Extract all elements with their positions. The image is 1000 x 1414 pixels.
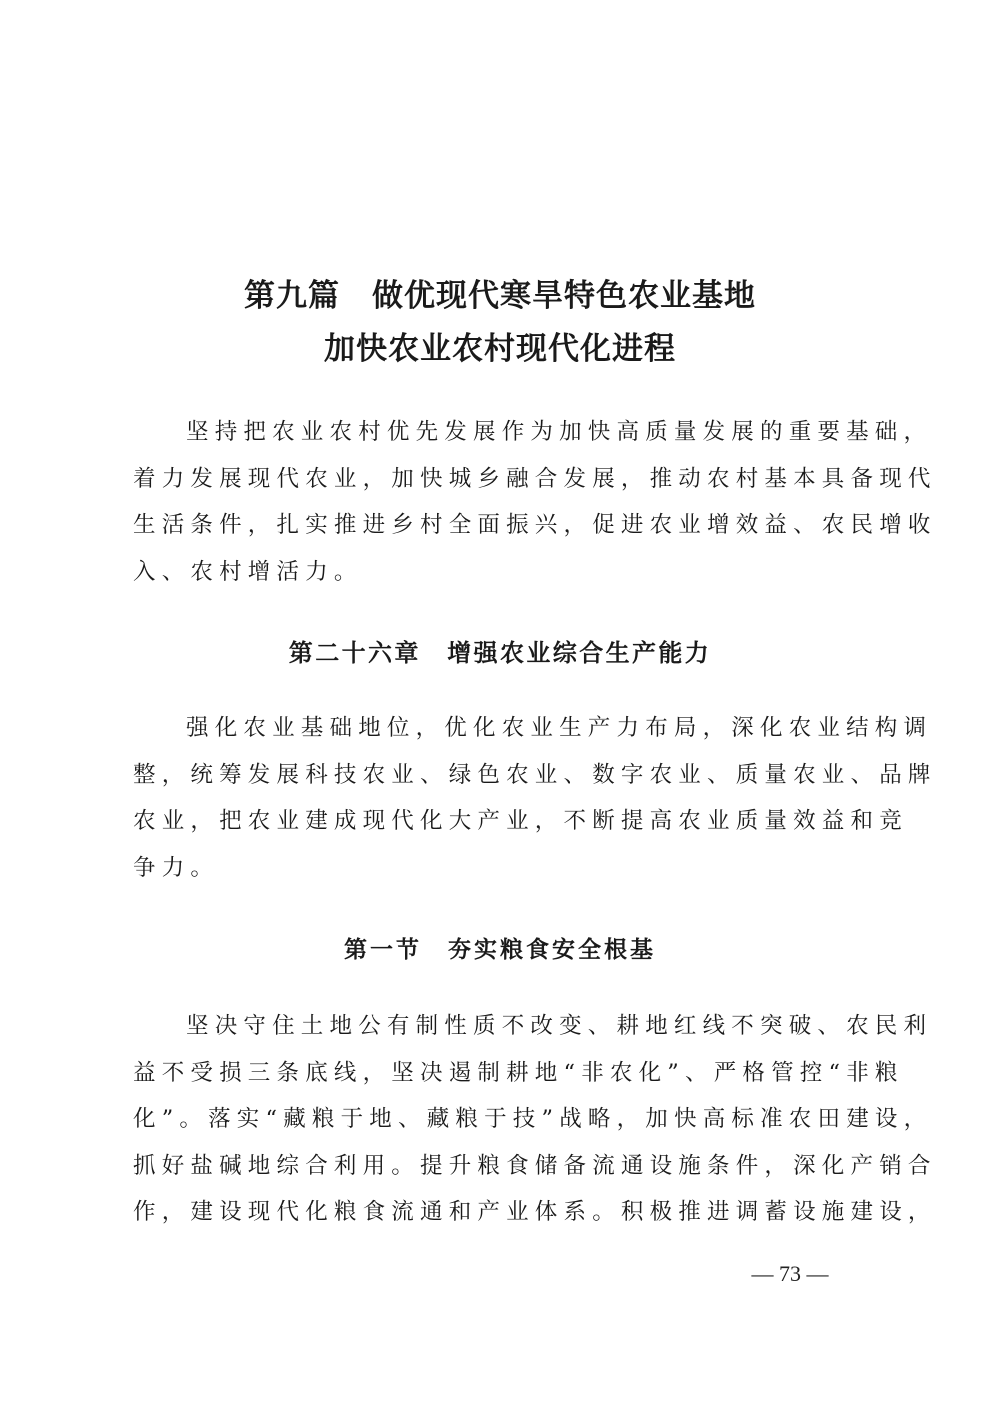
paragraph-line: 农业，把农业建成现代化大产业，不断提高农业质量效益和竞 <box>133 808 908 834</box>
section-title: 第一节 夯实粮食安全根基 <box>344 937 656 963</box>
intro-paragraph <box>133 409 937 595</box>
paragraph-line: 坚持把农业农村优先发展作为加快高质量发展的重要基础， <box>186 419 933 445</box>
paragraph-line: 抓好盐碱地综合利用。提升粮食储备流通设施条件，深化产销合 <box>133 1152 937 1179</box>
part-title-line-2: 加快农业农村现代化进程 <box>324 331 676 367</box>
chapter-paragraph <box>133 705 937 891</box>
paragraph-line: 作，建设现代化粮食流通和产业体系。积极推进调蓄设施建设， <box>133 1199 937 1225</box>
paragraph-line: 坚决守住土地公有制性质不改变、耕地红线不突破、农民利 <box>186 1013 933 1039</box>
part-title-line-1: 第九篇 做优现代寒旱特色农业基地 <box>244 278 756 314</box>
paragraph-line: 整，统筹发展科技农业、绿色农业、数字农业、质量农业、品牌 <box>133 761 937 788</box>
paragraph-line: 入、农村增活力。 <box>133 558 363 585</box>
section-paragraph <box>133 1003 937 1236</box>
paragraph-line: 争力。 <box>133 854 220 881</box>
page-number: — 73 — <box>751 1261 829 1286</box>
paragraph-line: 益不受损三条底线，坚决遏制耕地“非农化”、严格管控“非粮 <box>133 1059 904 1086</box>
chapter-title: 第二十六章 增强农业综合生产能力 <box>288 639 712 667</box>
paragraph-line: 着力发展现代农业，加快城乡融合发展，推动农村基本具备现代 <box>133 465 937 492</box>
paragraph-line: 生活条件，扎实推进乡村全面振兴，促进农业增效益、农民增收 <box>133 512 937 538</box>
paragraph-line: 强化农业基础地位，优化农业生产力布局，深化农业结构调 <box>186 715 933 741</box>
paragraph-line: 化”。落实“藏粮于地、藏粮于技”战略，加快高标准农田建设， <box>133 1106 933 1132</box>
